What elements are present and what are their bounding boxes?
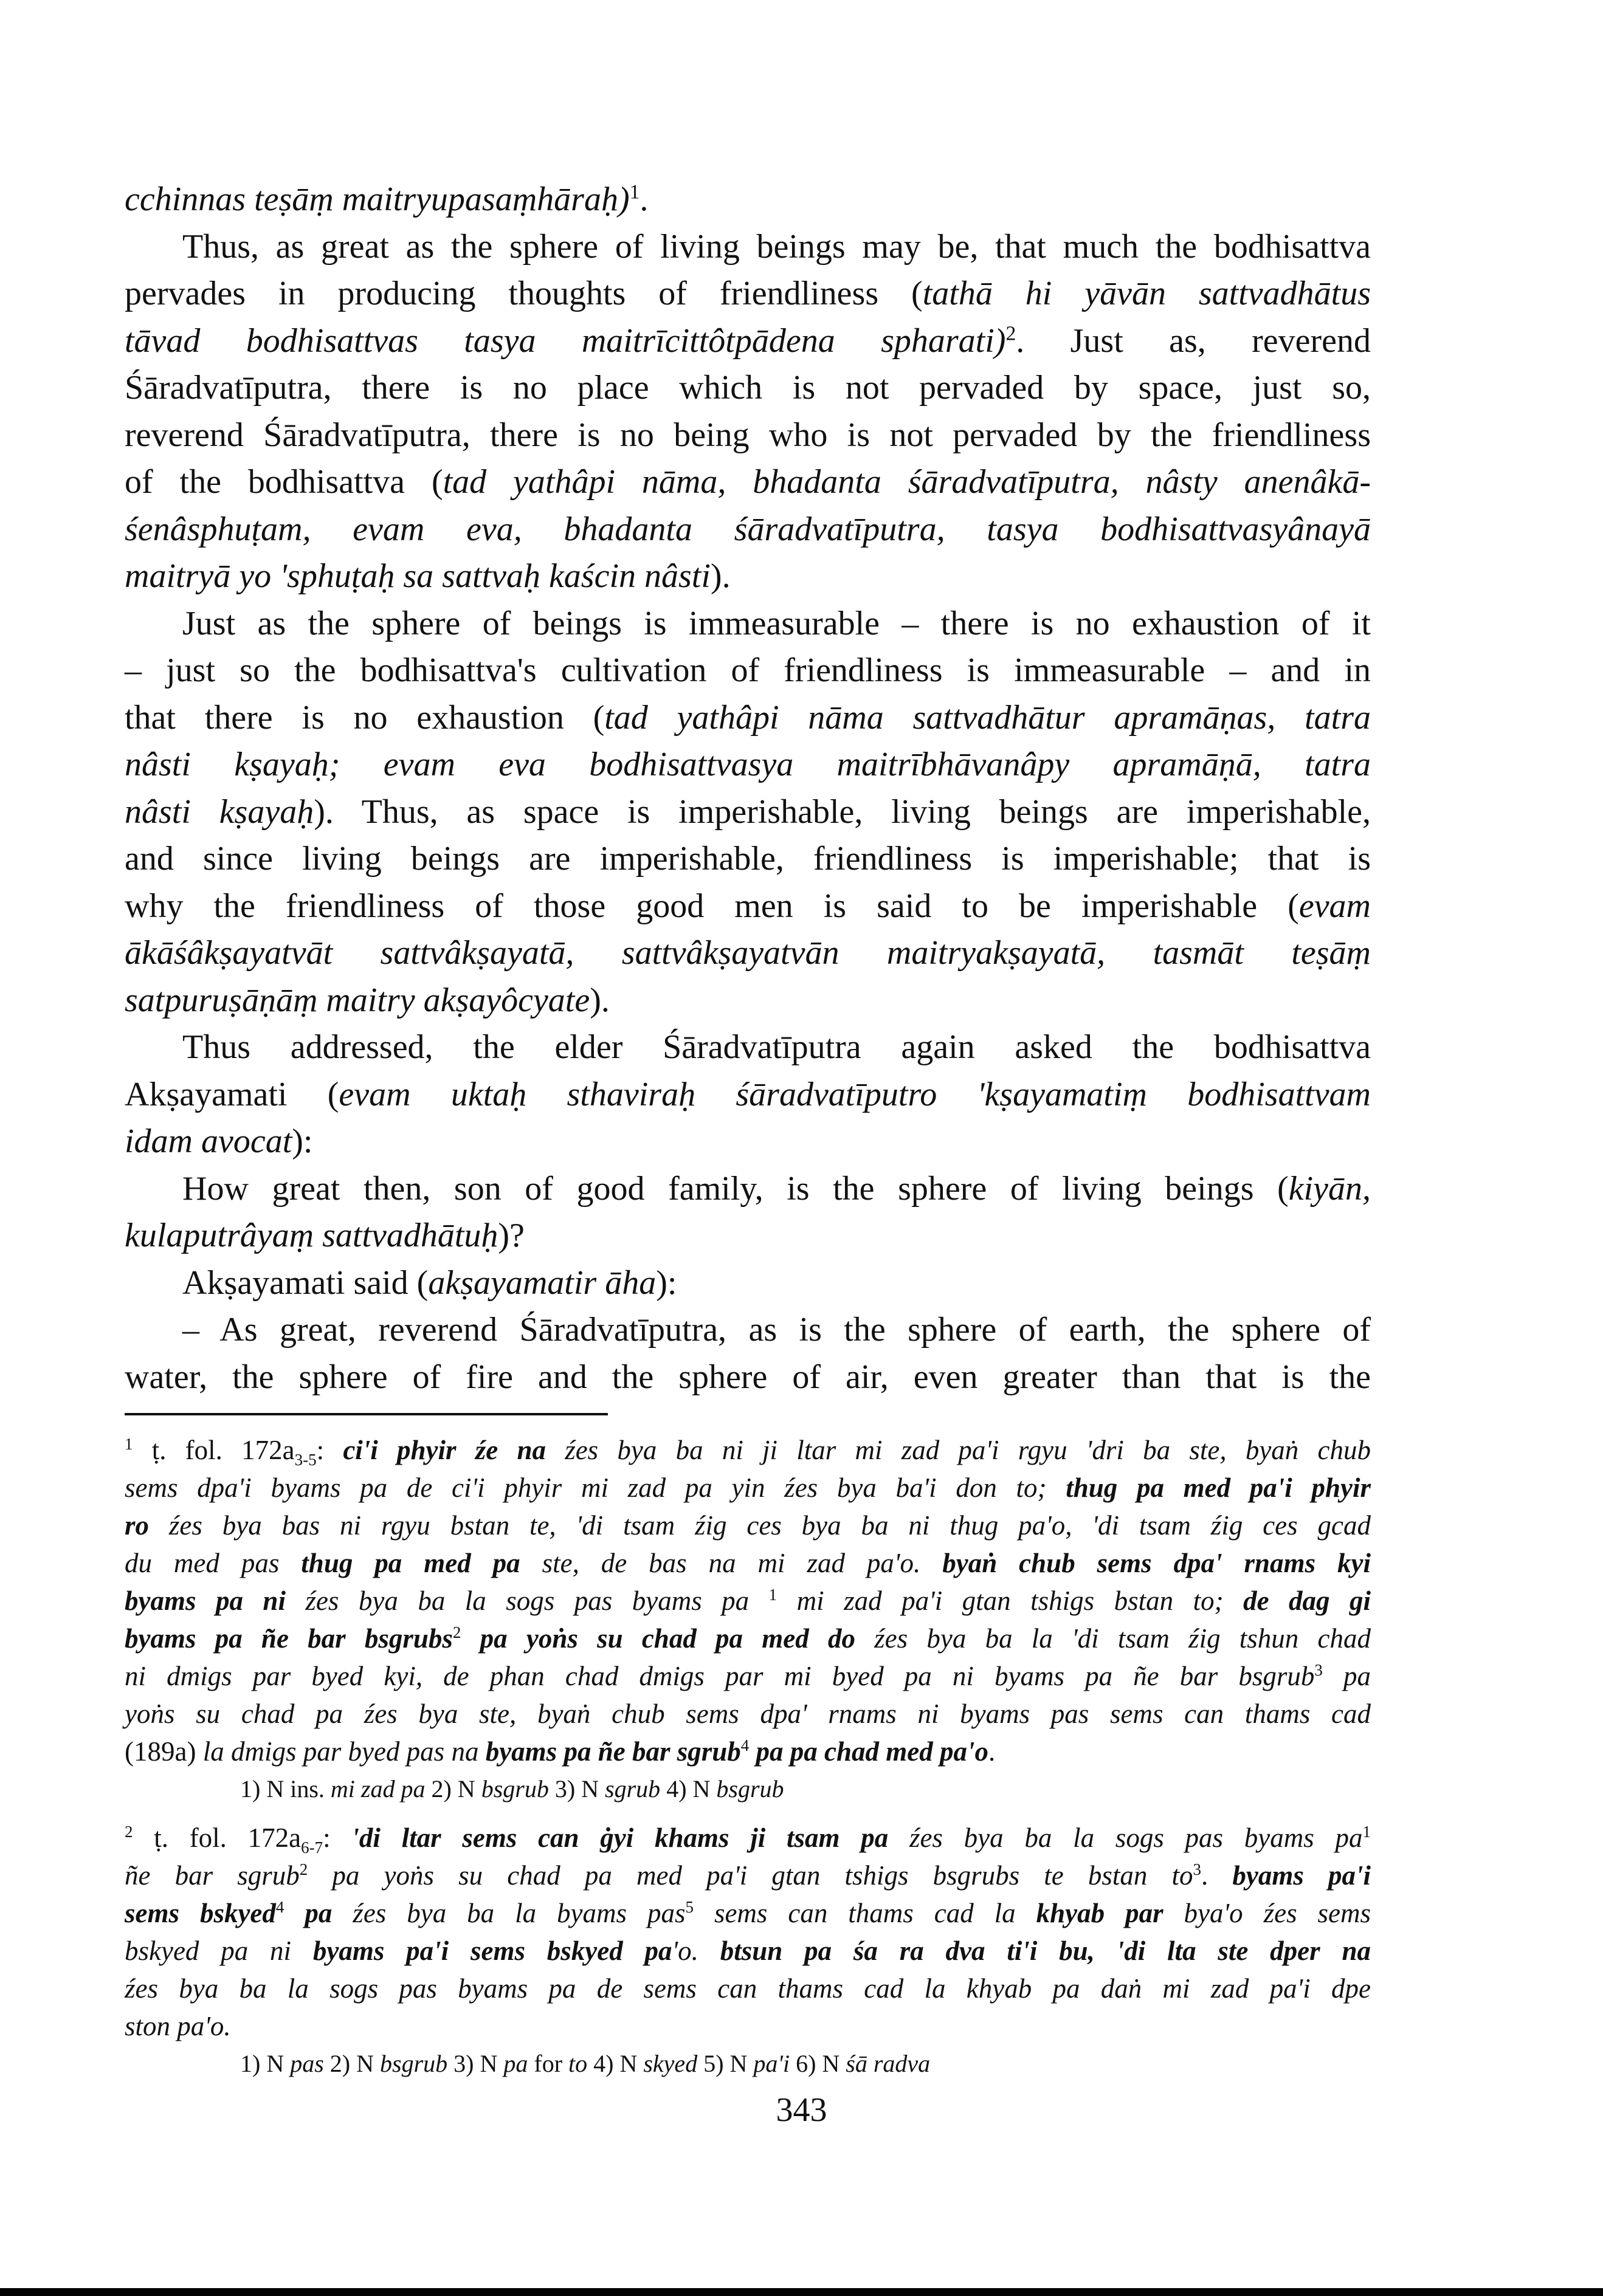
variant-readings (125, 1770, 1371, 1808)
folio-line-range: 6-7 (301, 1838, 323, 1857)
text-run: 2) N (425, 1775, 481, 1803)
text-run: tāvad bodhisattvas tasya maitrīcittôtpādena spharati) (125, 321, 1006, 360)
text-run: pa yoṅs su chad pa med do (461, 1623, 855, 1654)
text-run: źes bya ba la sogs pas byams pa de sems can thams cad la khyab pa daṅ mi zad pa'i dpe (125, 1973, 1371, 2004)
footnote-marker: 1 (768, 1586, 777, 1604)
footnote-line (125, 1857, 1371, 1894)
body-line (125, 600, 1371, 648)
text-run: sems can thams cad la (694, 1898, 1036, 1928)
text-run: to (568, 2050, 588, 2077)
text-run: źes bya ba la 'di tsam źig tshun chad (855, 1623, 1371, 1654)
scan-bottom-edge (0, 2288, 1603, 2296)
text-run: for (528, 2050, 569, 2077)
body-line (125, 789, 1371, 836)
text-run: How great then, son of good family, is the sphere of living beings ( (182, 1169, 1289, 1208)
text-run: water, the sphere of fire and the sphere of air, even greater than that is the (125, 1358, 1371, 1396)
body-line (125, 459, 1371, 506)
text-run: pa yoṅs su chad pa med pa'i gtan tshigs bsgrubs te bstan to (308, 1860, 1193, 1891)
text-run: evam uktaḥ sthaviraḥ śāradvatīputro 'kṣayamatiṃ bodhisattvam (339, 1075, 1371, 1113)
footnote-line (125, 1620, 1371, 1657)
text-run: satpuruṣāṇāṃ maitry akṣayôcyate (125, 981, 590, 1019)
text-run: ni dmigs par byed kyi, de phan chad dmigs par mi byed pa ni byams pa ñe bar bsgrub (125, 1661, 1315, 1691)
body-line (125, 224, 1371, 271)
text-run: bsgrub (481, 1775, 549, 1803)
text-run: – just so the bodhisattva's cultivation of friendliness is immeasurable – and in (125, 651, 1371, 689)
footnote-line (125, 1932, 1371, 1970)
text-run: byams pa ñe bar bsgrubs (125, 1623, 453, 1654)
body-line (125, 1354, 1371, 1401)
text-run: : (316, 1435, 343, 1465)
footnote-2 (125, 1819, 1371, 2094)
footnote-gap (125, 1808, 1371, 1819)
footnotes-block (125, 1431, 1371, 2094)
text-run: )? (498, 1217, 525, 1254)
body-line (125, 506, 1371, 554)
text-run: ci'i phyir źe na (343, 1435, 546, 1465)
text-run: mi zad pa (330, 1775, 426, 1803)
text-run: 6) N (790, 2050, 846, 2077)
text-run: pa (503, 2050, 528, 2077)
text-run: Thus addressed, the elder Śāradvatīputra again asked the bodhisattva (182, 1028, 1371, 1066)
body-line (125, 647, 1371, 695)
text-run: pa pa chad med pa'o (749, 1736, 988, 1767)
text-run: thug pa med pa'i phyir (1066, 1473, 1371, 1503)
text-run: pa (284, 1898, 333, 1928)
footnote-marker: 3 (1314, 1661, 1323, 1679)
text-run: ṭ. fol. 172a (133, 1823, 302, 1853)
text-run: 5) N (697, 2050, 754, 2077)
text-run: Just as the sphere of beings is immeasurable – there is no exhaustion of it (182, 604, 1371, 642)
text-run: khyab par (1036, 1898, 1163, 1928)
footnote-line (125, 1894, 1371, 1932)
footnote-line (125, 1544, 1371, 1582)
footnote-line (125, 1695, 1371, 1733)
text-run: śā radva (846, 2050, 931, 2077)
body-line (125, 1307, 1371, 1354)
variant-readings (125, 2045, 1371, 2083)
text-run: sgrub (605, 1775, 661, 1803)
footnote-line (125, 1469, 1371, 1507)
text-run: źes bya ba la byams pas (332, 1898, 686, 1928)
text-run: pa (1322, 1661, 1371, 1691)
body-line (125, 1212, 1371, 1260)
footnote-separator-rule (125, 1413, 608, 1415)
footnote-marker: 3 (1193, 1860, 1201, 1878)
footnote-line (125, 2007, 1371, 2045)
footnote-line (125, 1657, 1371, 1695)
footnote-marker: 5 (685, 1898, 694, 1916)
text-run: kulaputrâyaṃ sattvadhātuḥ (125, 1217, 498, 1254)
text-run: 4) N (660, 1775, 717, 1803)
text-run: pa'i (753, 2050, 790, 2077)
text-run: sems bskyed (125, 1898, 276, 1928)
text-run: skyed (643, 2050, 698, 2077)
text-run: (189a) (125, 1736, 203, 1767)
footnote-marker: 2 (1005, 321, 1016, 345)
text-run: źes bya ba la sogs pas byams pa (285, 1586, 769, 1616)
text-run: pas (290, 2050, 324, 2077)
footnote-line (125, 1507, 1371, 1544)
text-run: Akṣayamati ( (125, 1075, 339, 1113)
text-run: źes bya bas ni rgyu bstan te, 'di tsam źig ces bya ba ni thug pa'o, 'di tsam źig ces gcad (149, 1510, 1371, 1541)
text-run: 'o. (672, 1936, 720, 1966)
text-run: cchinnas teṣāṃ maitryupasaṃhāraḥ) (125, 180, 630, 218)
footnote-marker: 1 (125, 1435, 133, 1453)
text-run: ston pa'o. (125, 2011, 231, 2041)
body-line (125, 741, 1371, 789)
text-run: byams pa'i (1232, 1860, 1371, 1891)
text-run: mi zad pa'i gtan tshigs bstan to; (777, 1586, 1244, 1616)
text-run: tad yathâpi nāma, bhadanta śāradvatīputra, nâsty anenâkā- (443, 463, 1371, 501)
body-line (125, 695, 1371, 742)
text-run: ). Thus, as space is imperishable, living beings are imperishable, (314, 792, 1371, 831)
footnote-line (125, 1582, 1371, 1620)
text-run: . (639, 180, 649, 218)
text-run: byams pa ni (125, 1586, 286, 1616)
text-run: Akṣayamati said ( (182, 1263, 429, 1302)
footnote-1 (125, 1431, 1371, 1819)
footnote-line (125, 1970, 1371, 2007)
footnote-marker: 4 (275, 1898, 284, 1916)
text-run: la dmigs par byed pas na (202, 1736, 486, 1767)
text-run: thug pa med pa (301, 1548, 520, 1578)
footnote-marker: 2 (125, 1823, 133, 1841)
body-line (125, 412, 1371, 459)
footnote-line (125, 1431, 1371, 1469)
text-run: . (988, 1736, 996, 1767)
text-run: 1) N (240, 2050, 291, 2077)
body-line (125, 1024, 1371, 1071)
body-line (125, 176, 1371, 224)
text-run: du med pas (125, 1548, 302, 1578)
text-run: ). (590, 981, 610, 1019)
text-run: of the bodhisattva ( (125, 463, 443, 501)
body-line (125, 930, 1371, 977)
text-run: 3) N (447, 2050, 504, 2077)
body-line (125, 1071, 1371, 1119)
body-line (125, 883, 1371, 930)
body-line (125, 318, 1371, 365)
footnote-marker: 4 (740, 1736, 750, 1755)
body-line (125, 365, 1371, 412)
text-run: nâsti kṣayaḥ; evam eva bodhisattvasya maitrībhāvanâpy apramāṇā, tatra (125, 746, 1371, 783)
text-run: Thus, as great as the sphere of living beings may be, that much the bodhisattva (182, 227, 1371, 266)
text-run: yoṅs su chad pa źes bya ste, byaṅ chub sems dpa' rnams ni byams pas sems can thams cad (125, 1699, 1371, 1729)
text-run: why the friendliness of those good men is said to be imperishable ( (125, 887, 1299, 925)
text-run: śenâsphuṭam, evam eva, bhadanta śāradvatīputra, tasya bodhisattvasyânayā (125, 510, 1371, 548)
text-run: kiyān, (1288, 1169, 1371, 1208)
footnote-line (125, 1733, 1371, 1770)
text-run: byams pa ñe bar sgrub (485, 1736, 741, 1767)
text-run: 2) N (323, 2050, 381, 2077)
body-line (125, 553, 1371, 600)
text-run: . Just as, reverend (1016, 321, 1371, 360)
text-run: maitryā yo 'sphuṭaḥ sa sattvaḥ kaścin nâsti (125, 557, 711, 595)
text-run: 3) N (548, 1775, 605, 1803)
body-line (125, 1118, 1371, 1166)
text-run: de dag gi (1243, 1586, 1371, 1616)
text-run: źes bya ba la sogs pas byams pa (888, 1823, 1363, 1853)
body-line (125, 1166, 1371, 1213)
text-run: bya'o źes sems (1163, 1898, 1371, 1928)
text-run: tathā hi yāvān sattvadhātus (922, 275, 1371, 312)
folio-line-range: 3-5 (294, 1451, 317, 1469)
text-run: – As great, reverend Śāradvatīputra, as is the sphere of earth, the sphere of (182, 1311, 1371, 1349)
text-run: ste, de bas na mi zad pa'o. (520, 1548, 943, 1578)
text-run: 1) N ins. (240, 1775, 331, 1803)
footnote-line (125, 1819, 1371, 1857)
text-run: byams pa'i sems bskyed pa (312, 1936, 672, 1966)
text-run: bskyed pa ni (125, 1936, 313, 1966)
text-run: 4) N (587, 2050, 644, 2077)
text-run: idam avocat (125, 1122, 292, 1160)
text-run: źes bya ba ni ji ltar mi zad pa'i rgyu 'dri ba ste, byaṅ chub (545, 1435, 1371, 1465)
text-run: Śāradvatīputra, there is no place which is not pervaded by space, just so, (125, 369, 1371, 407)
footnote-marker: 2 (299, 1860, 308, 1878)
text-run: reverend Śāradvatīputra, there is no being who is not pervaded by the friendliness (125, 416, 1371, 454)
text-run: ṭ. fol. 172a (133, 1435, 295, 1465)
text-run: 'di ltar sems can ġyi khams ji tsam pa (351, 1823, 889, 1853)
footnote-marker: 2 (452, 1623, 461, 1641)
text-run: tad yathâpi nāma sattvadhātur apramāṇas, tatra (604, 698, 1371, 737)
text-run: . (1201, 1860, 1233, 1891)
text-run: ): (292, 1122, 313, 1160)
text-run: sems dpa'i byams pa de ci'i phyir mi zad pa yin źes bya ba'i don to; (125, 1473, 1066, 1503)
text-run: btsun pa śa ra dva ti'i bu, 'di lta ste dper na (720, 1936, 1371, 1966)
body-line (125, 1260, 1371, 1307)
text-run: bsgrub (716, 1775, 784, 1803)
footnote-marker: 1 (1362, 1823, 1371, 1841)
text-run: ñe bar sgrub (125, 1860, 300, 1891)
text-run: byaṅ chub sems dpa' rnams kyi (942, 1548, 1371, 1578)
text-run: ākāśâkṣayatvāt sattvâkṣayatā, sattvâkṣayatvān maitryakṣayatā, tasmāt teṣāṃ (125, 934, 1371, 972)
text-run: evam (1298, 887, 1371, 925)
text-run: and since living beings are imperishable, friendliness is imperishable; that is (125, 840, 1371, 878)
body-line (125, 977, 1371, 1025)
text-run: nâsti kṣayaḥ (125, 792, 314, 831)
text-run: ): (656, 1263, 677, 1302)
footnote-marker: 1 (629, 180, 640, 204)
page-number: 343 (776, 2091, 827, 2129)
body-line (125, 270, 1371, 318)
body-line (125, 836, 1371, 883)
text-run: pervades in producing thoughts of friendliness ( (125, 275, 923, 312)
main-text-block (125, 176, 1371, 1401)
text-run: that there is no exhaustion ( (125, 698, 605, 737)
text-run: bsgrub (380, 2050, 448, 2077)
text-run: akṣayamatir āha (428, 1263, 657, 1302)
text-run: ro (125, 1510, 150, 1541)
text-run: : (323, 1823, 352, 1853)
text-run: ). (710, 557, 731, 595)
